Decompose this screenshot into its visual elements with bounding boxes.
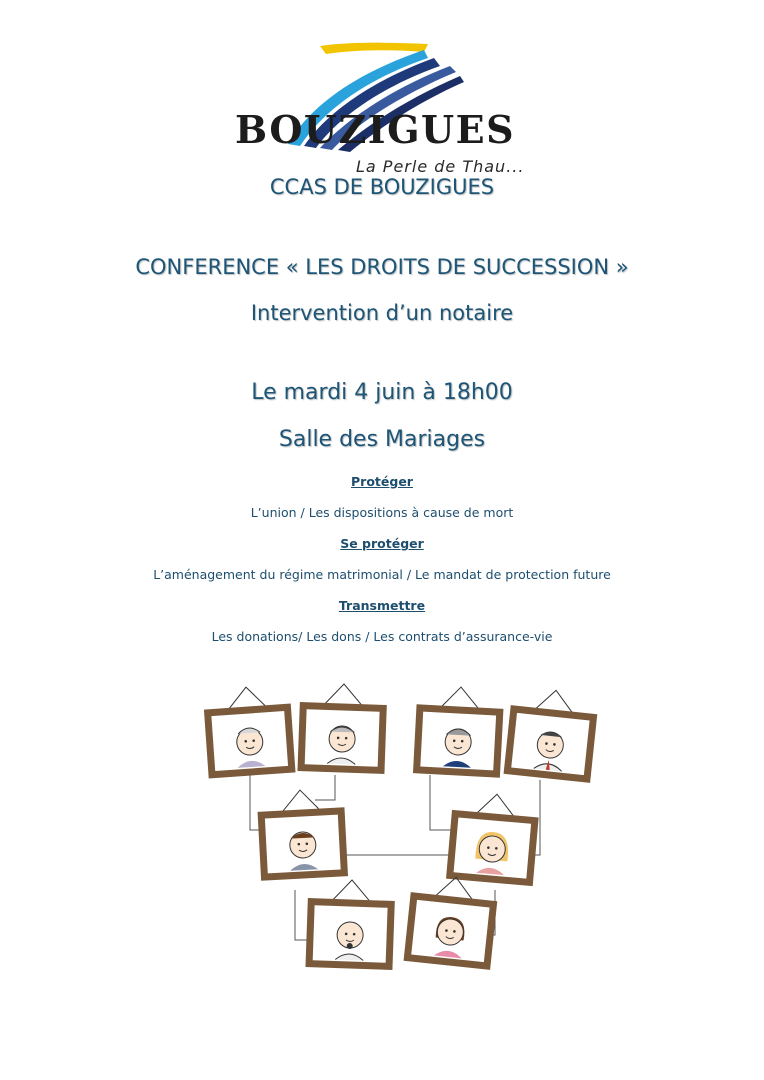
portrait-frame	[260, 788, 344, 877]
portrait-frame	[407, 873, 495, 966]
family-tree-illustration	[195, 680, 605, 980]
conference-title: CONFERENCE « LES DROITS DE SUCCESSION »	[135, 255, 629, 279]
topic-heading-proteger: Protéger	[351, 474, 413, 489]
portrait-frame	[301, 683, 384, 771]
conference-subtitle: Intervention d’un notaire	[250, 301, 514, 325]
logo-tagline: La Perle de Thau...	[356, 157, 525, 176]
topic-detail-proteger: L’union / Les dispositions à cause de mort	[250, 505, 514, 520]
bouzigues-logo	[228, 40, 538, 176]
topic-detail-transmettre: Les donations/ Les dons / Les contrats d’assurance-vie	[211, 629, 553, 644]
topic-heading-se-proteger: Se protéger	[340, 536, 424, 551]
portrait-frame	[206, 684, 292, 774]
topic-heading-transmettre: Transmettre	[338, 598, 426, 613]
topic-detail-se-proteger: L’aménagement du régime matrimonial / Le mandat de protection future	[153, 567, 611, 582]
portrait-frame	[309, 879, 392, 967]
portrait-frame	[450, 791, 537, 883]
event-date: Le mardi 4 juin à 18h00	[251, 380, 513, 405]
portrait-frame	[507, 686, 595, 779]
portrait-frame	[417, 685, 501, 774]
event-location: Salle des Mariages	[278, 427, 486, 452]
organization-title: CCAS DE BOUZIGUES	[269, 175, 495, 199]
logo-wordmark: BOUZIGUES	[235, 107, 516, 152]
